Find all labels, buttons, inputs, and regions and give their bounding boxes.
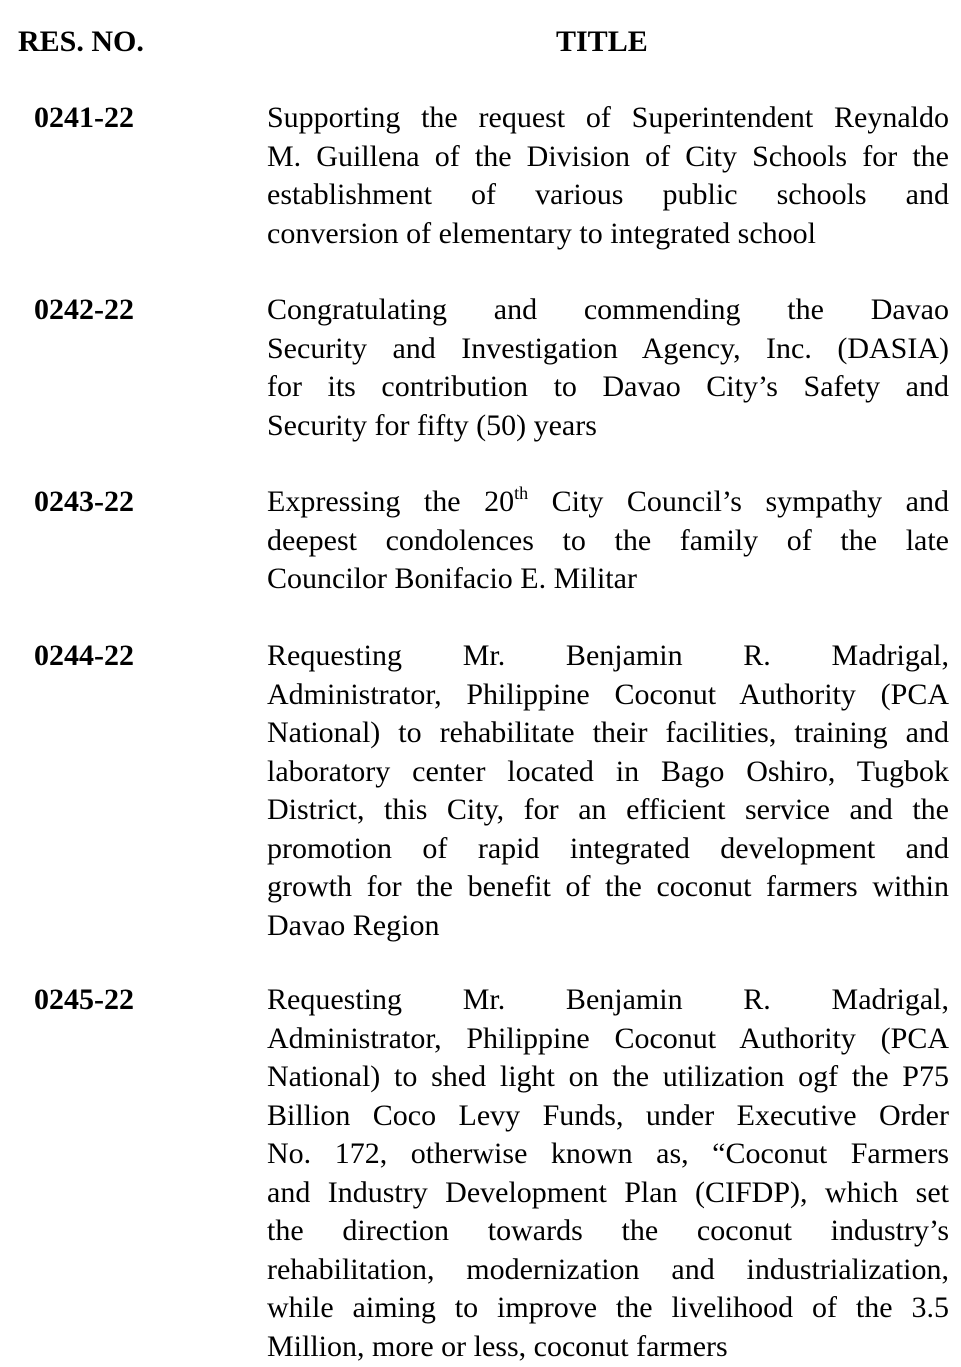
title-line: District, this City, for an efficient service and the [267,793,949,826]
title-line: Million, more or less, coconut farmers [267,1329,728,1363]
resolution-number: 0242-22 [34,293,134,326]
title-column-header: TITLE [556,25,648,58]
title-line: M. Guillena of the Division of City Schools for the [267,139,949,173]
title-line: promotion of rapid integrated development and [267,831,949,865]
table-header [0,22,961,62]
title-line: Davao Region [267,908,440,942]
resolution-title [267,637,949,945]
title-line: deepest condolences to the family of the late [267,523,949,557]
title-line: Requesting Mr. Benjamin R. Madrigal, [267,983,949,1016]
title-line: Councilor Bonifacio E. Militar [267,562,637,595]
res-no-column-header: RES. NO. [18,25,144,58]
title-text: Expressing the 20 [267,485,515,518]
resolution-number: 0243-22 [34,485,134,518]
title-line: National) to shed light on the utilization ogf the P75 [267,1060,949,1093]
resolution-title [267,291,949,445]
resolution-title [267,483,949,599]
title-line: Security and Investigation Agency, Inc. (DASIA) [267,331,949,365]
resolution-number: 0245-22 [34,983,134,1016]
title-line: and Industry Development Plan (CIFDP), which set [267,1175,949,1209]
title-line: Billion Coco Levy Funds, under Executive Order [267,1098,949,1132]
title-line: for its contribution to Davao City’s Safety and [267,370,949,403]
resolution-title [267,99,949,253]
title-line: rehabilitation, modernization and industrialization, [267,1252,949,1286]
resolution-number: 0244-22 [34,639,134,672]
ordinal-suffix: th [514,483,529,503]
title-line: Administrator, Philippine Coconut Authority (PCA [267,677,949,711]
title-line: Supporting the request of Superintendent Reynaldo [267,101,949,134]
title-line: laboratory center located in Bago Oshiro, Tugbok [267,754,949,788]
title-line [267,483,949,522]
title-line: Congratulating and commending the Davao [267,293,949,326]
title-line: National) to rehabilitate their facilities, training and [267,716,949,749]
title-line: establishment of various public schools and [267,178,949,211]
resolution-number: 0241-22 [34,101,134,134]
title-line: the direction towards the coconut industry’s [267,1214,949,1247]
title-line: Requesting Mr. Benjamin R. Madrigal, [267,639,949,672]
title-line: growth for the benefit of the coconut farmers within [267,870,949,903]
title-line: conversion of elementary to integrated school [267,216,816,250]
title-line: while aiming to improve the livelihood of the 3.5 [267,1291,949,1324]
title-text: City Council’s sympathy and [528,485,949,518]
resolution-title [267,981,949,1366]
title-line: Administrator, Philippine Coconut Authority (PCA [267,1021,949,1055]
title-line: Security for fifty (50) years [267,408,597,442]
title-line: No. 172, otherwise known as, “Coconut Farmers [267,1137,949,1170]
